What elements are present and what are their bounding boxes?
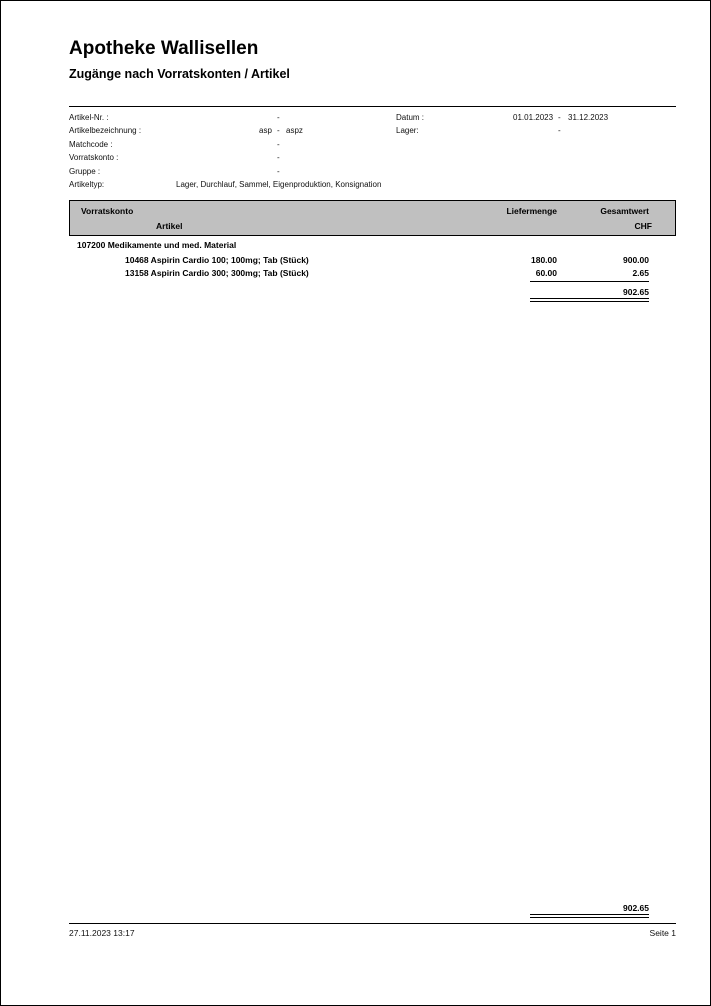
grand-total-double-rule-1 [530,914,649,915]
filter-to-datum: 31.12.2023 [568,113,609,122]
footer-print-date: 27.11.2023 13:17 [69,928,135,938]
subtotal-double-rule-2 [530,301,649,302]
filter-value-vorratskonto: - [277,153,280,162]
filter-from-artikelbezeichnung: asp [259,126,272,135]
filter-label-artikelbezeichnung: Artikelbezeichnung : [69,126,142,135]
filter-label-matchcode: Matchcode : [69,140,113,149]
header-rule [69,106,676,107]
grand-total: 902.65 [623,903,649,913]
col-header-vorratskonto: Vorratskonto [81,206,134,216]
filter-value-gruppe: - [277,167,280,176]
grand-total-double-rule-2 [530,917,649,918]
footer-rule [69,923,676,924]
footer-page-number: Seite 1 [649,928,676,938]
group-label: 107200 Medikamente und med. Material [77,240,237,250]
table-row-wert: 900.00 [623,255,649,265]
filter-from-datum: 01.01.2023 [513,113,554,122]
group-subtotal: 902.65 [623,287,649,297]
subtotal-rule [530,281,649,282]
table-row-wert: 2.65 [632,268,649,278]
filter-value-lager: - [558,126,561,135]
filter-label-gruppe: Gruppe : [69,167,101,176]
table-row-artikel: 10468 Aspirin Cardio 100; 100mg; Tab (Stück) [125,255,309,265]
filter-label-vorratskonto: Vorratskonto : [69,153,119,162]
filter-value-matchcode: - [277,140,280,149]
filter-sep-datum: - [558,113,561,122]
report-title: Apotheke Wallisellen [69,38,259,59]
filter-label-lager: Lager: [396,126,419,135]
subtotal-double-rule-1 [530,298,649,299]
filter-label-artikel-nr: Artikel-Nr. : [69,113,109,122]
filter-value-artikeltyp: Lager, Durchlauf, Sammel, Eigenproduktion, Konsignation [176,180,382,189]
table-row-artikel: 13158 Aspirin Cardio 300; 300mg; Tab (Stück) [125,268,309,278]
col-header-artikel: Artikel [156,221,183,231]
filter-value-artikel-nr: - [277,113,280,122]
filter-to-artikelbezeichnung: aspz [286,126,303,135]
col-header-gesamtwert: Gesamtwert [600,206,649,216]
report-subtitle: Zugänge nach Vorratskonten / Artikel [69,67,290,81]
col-header-currency: CHF [634,221,652,231]
filter-label-artikeltyp: Artikeltyp: [69,180,105,189]
filter-sep-artikelbezeichnung: - [277,126,280,135]
table-row-menge: 60.00 [535,268,557,278]
filter-label-datum: Datum : [396,113,425,122]
table-row-menge: 180.00 [531,255,557,265]
col-header-liefermenge: Liefermenge [506,206,557,216]
